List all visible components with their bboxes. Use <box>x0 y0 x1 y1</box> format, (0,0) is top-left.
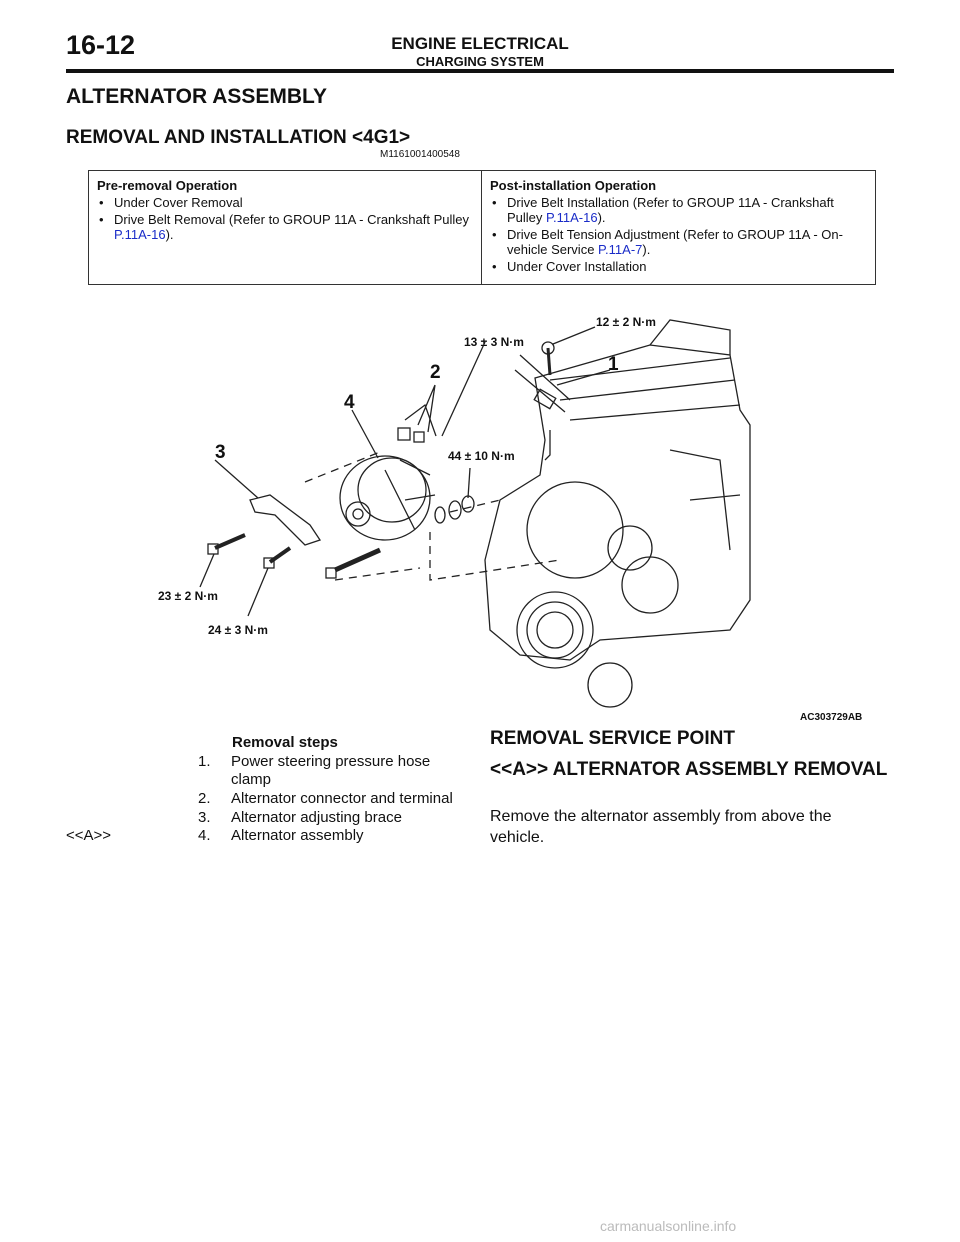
page-title: ALTERNATOR ASSEMBLY <box>66 85 327 108</box>
bullet-icon: • <box>99 195 104 210</box>
callout-1: 1 <box>608 354 619 375</box>
subsection-title: CHARGING SYSTEM <box>416 54 544 69</box>
bullet-icon: • <box>99 212 104 227</box>
alternator-exploded-diagram <box>130 300 870 720</box>
step-number: 3. <box>198 809 211 826</box>
bullet-icon: • <box>492 195 497 210</box>
callout-2: 2 <box>430 362 441 383</box>
service-point-subheading: <<A>> ALTERNATOR ASSEMBLY REMOVAL <box>490 759 888 780</box>
crank-seal <box>588 663 632 707</box>
bullet-icon: • <box>492 227 497 242</box>
step-text: Alternator adjusting brace <box>231 809 402 826</box>
pre-removal-item <box>97 212 473 242</box>
page-reference-link[interactable]: P.11A-7 <box>598 242 643 257</box>
leader-line-3 <box>215 460 258 498</box>
tensioner-pulley <box>608 526 652 570</box>
engine-rib-lines <box>670 450 740 550</box>
step-text: Alternator connector and terminal <box>231 790 453 807</box>
leader-line-23nm <box>200 554 214 587</box>
post-installation-column <box>482 171 875 284</box>
torque-label: 12 ± 2 N·m <box>596 315 656 329</box>
post-installation-item <box>490 195 867 225</box>
step-text: Power steering pressure hose clamp <box>231 753 431 788</box>
item-text-end: ). <box>642 242 651 257</box>
figure-id: AC303729AB <box>800 712 863 723</box>
item-text-end: ). <box>597 210 606 225</box>
pre-removal-column <box>89 171 482 284</box>
callout-3: 3 <box>215 442 226 463</box>
torque-label: 23 ± 2 N·m <box>158 589 218 603</box>
washer <box>449 501 461 519</box>
leader-line-24nm <box>248 568 268 616</box>
lock-nut <box>462 496 474 512</box>
water-pump-pulley <box>622 557 678 613</box>
item-text: Drive Belt Tension Adjustment (Refer to GROUP 11A - On-vehicle Service <box>507 227 843 257</box>
crank-pulley-groove <box>527 602 583 658</box>
service-point-heading: REMOVAL SERVICE POINT <box>490 728 735 749</box>
post-installation-item <box>490 259 867 274</box>
alternator-pulley <box>346 502 370 526</box>
item-text: Drive Belt Installation (Refer to GROUP 11A - Crankshaft Pulley <box>507 195 834 225</box>
torque-label: 13 ± 3 N·m <box>464 335 524 349</box>
engine-block-outline <box>485 345 750 660</box>
crank-pulley-groove <box>537 612 573 648</box>
page-reference-link[interactable]: P.11A-16 <box>114 227 166 242</box>
timing-cover-circle <box>527 482 623 578</box>
item-text: Under Cover Removal <box>114 195 243 210</box>
removal-steps-heading: Removal steps <box>232 734 338 751</box>
page-reference-link[interactable]: P.11A-16 <box>546 210 598 225</box>
service-point-body: Remove the alternator assembly from above the vehicle. <box>490 808 832 846</box>
clamp-bolt <box>548 348 550 375</box>
brace-bolt-24 <box>270 548 290 562</box>
washer <box>435 507 445 523</box>
leader-line-44nm <box>468 468 470 498</box>
step-number: 1. <box>198 753 211 770</box>
leader-line-1 <box>557 370 610 385</box>
clamp-bracket <box>545 430 550 460</box>
bullet-icon: • <box>492 259 497 274</box>
document-id: M1161001400548 <box>380 149 460 160</box>
step-text: Alternator assembly <box>231 827 364 844</box>
leader-line-13nm <box>442 342 485 436</box>
alternator-pivot-bolt <box>335 550 380 570</box>
operation-table <box>88 170 876 285</box>
item-text: Drive Belt Removal (Refer to GROUP 11A - Crankshaft Pulley <box>114 212 469 227</box>
alternator-fins <box>385 460 435 530</box>
service-point-tag: <<A>> <box>66 827 112 844</box>
step-number: 2. <box>198 790 211 807</box>
item-text-end: ). <box>165 227 174 242</box>
page-number: 16-12 <box>66 30 136 60</box>
brace-bolt-23 <box>215 535 245 548</box>
step-number: 4. <box>198 827 211 844</box>
alternator-connector <box>398 428 410 440</box>
section-title: ENGINE ELECTRICAL <box>391 34 569 53</box>
header-rule <box>66 69 894 73</box>
torque-label: 44 ± 10 N·m <box>448 449 515 463</box>
post-installation-item <box>490 227 867 257</box>
watermark: carmanualsonline.info <box>600 1218 737 1234</box>
leader-line-12nm <box>553 327 595 344</box>
adjusting-brace <box>250 495 320 545</box>
leader-line-4 <box>352 410 378 458</box>
engine-cover-lines <box>550 358 740 420</box>
alternator-terminal <box>414 432 424 442</box>
pre-removal-item <box>97 195 473 210</box>
alternator-pulley-nut <box>353 509 363 519</box>
pivot-bolt-head <box>326 568 336 578</box>
torque-label: 24 ± 3 N·m <box>208 623 268 637</box>
post-installation-heading: Post-installation Operation <box>490 178 657 193</box>
callout-4: 4 <box>344 392 355 413</box>
crank-pulley <box>517 592 593 668</box>
item-text: Under Cover Installation <box>507 259 647 274</box>
assembly-guide-lines <box>305 452 560 580</box>
pre-removal-heading: Pre-removal Operation <box>97 178 238 193</box>
procedure-title: REMOVAL AND INSTALLATION <4G1> <box>66 127 411 148</box>
